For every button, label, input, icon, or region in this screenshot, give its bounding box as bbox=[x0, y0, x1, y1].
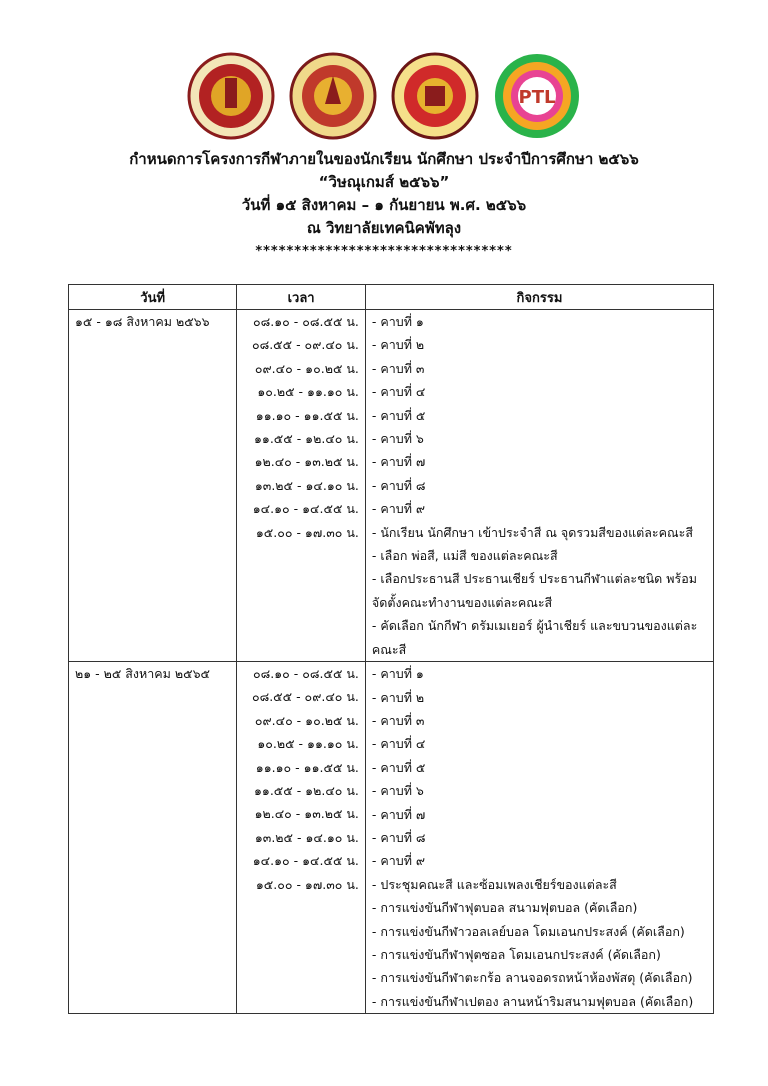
activity-item: - การแข่งขันกีฬาวอลเลย์บอล โดมเอนกประสงค์ (คัดเลือก) bbox=[371, 923, 685, 939]
event-name: “วิษณุเกมส์ ๒๕๖๖” bbox=[318, 173, 450, 191]
time-slot: ๑๔.๑๐ - ๑๔.๕๕ น. bbox=[252, 853, 359, 869]
activity-item: - คาบที่ ๒ bbox=[371, 689, 425, 705]
header-date: วันที่ bbox=[69, 285, 237, 310]
activity-item: - คาบที่ ๔ bbox=[371, 736, 426, 752]
activity-item: - คาบที่ ๘ bbox=[371, 829, 426, 845]
activity-item: - คาบที่ ๖ bbox=[371, 783, 424, 799]
time-slot: ๐๙.๔๐ - ๑๐.๒๕ น. bbox=[254, 360, 359, 376]
date-text: ๒๑ - ๒๕ สิงหาคม ๒๕๖๕ bbox=[75, 666, 210, 682]
activity-item: - คัดเลือก นักกีฬา ดรัมเมเยอร์ ผู้นำเชียร์ และขบวนของแต่ละคณะสี bbox=[371, 618, 698, 657]
activity-item: - ประชุมคณะสี และซ้อมเพลงเชียร์ของแต่ละสี bbox=[371, 876, 617, 892]
schedule-body bbox=[69, 310, 714, 1014]
activity-item: - เลือก พ่อสี, แม่สี ของแต่ละคณะสี bbox=[371, 548, 558, 564]
time-slot: ๐๘.๑๐ - ๐๘.๕๕ น. bbox=[252, 666, 359, 682]
time-slot: ๑๐.๒๕ - ๑๑.๑๐ น. bbox=[257, 736, 359, 752]
activity-item: - เลือกประธานสี ประธานเชียร์ ประธานกีฬาแต่ละชนิด พร้อมจัดตั้งคณะทำงานของแต่ละคณะสี bbox=[371, 571, 697, 610]
activity-item: - คาบที่ ๘ bbox=[371, 477, 426, 493]
table-header-row bbox=[69, 285, 714, 310]
date-text: ๑๕ - ๑๘ สิงหาคม ๒๕๖๖ bbox=[75, 314, 210, 329]
time-cell bbox=[237, 662, 366, 1014]
time-slot: ๑๑.๕๕ - ๑๒.๔๐ น. bbox=[253, 430, 359, 446]
college-seal bbox=[289, 52, 377, 140]
document-header bbox=[0, 148, 768, 263]
time-slot: ๑๓.๒๕ - ๑๔.๑๐ น. bbox=[254, 477, 359, 493]
activity-item: - คาบที่ ๕ bbox=[371, 407, 426, 423]
activity-item: - คาบที่ ๒ bbox=[371, 337, 425, 353]
activity-item: - คาบที่ ๑ bbox=[371, 314, 424, 329]
activity-item: - คาบที่ ๕ bbox=[371, 759, 426, 775]
activity-item: - การแข่งขันกีฬาฟุตบอล สนามฟุตบอล (คัดเลือก) bbox=[371, 900, 638, 916]
time-slot: ๑๕.๐๐ - ๑๗.๓๐ น. bbox=[255, 876, 359, 892]
vocational-education-seal bbox=[187, 52, 275, 140]
time-slot: ๑๑.๑๐ - ๑๑.๕๕ น. bbox=[255, 759, 359, 775]
time-slot: ๑๐.๒๕ - ๑๑.๑๐ น. bbox=[257, 384, 359, 400]
activity-item: - คาบที่ ๖ bbox=[371, 431, 424, 447]
schedule-table bbox=[68, 284, 714, 1014]
activity-item: - คาบที่ ๙ bbox=[371, 853, 426, 869]
activity-item: - คาบที่ ๓ bbox=[371, 360, 425, 376]
time-slot: ๑๔.๑๐ - ๑๔.๕๕ น. bbox=[252, 501, 359, 517]
activity-item: - การแข่งขันกีฬาฟุตซอล โดมเอนกประสงค์ (คัดเลือก) bbox=[371, 946, 661, 962]
svg-text:PTL: PTL bbox=[518, 87, 556, 108]
document-title: กำหนดการโครงการกีฬาภายในของนักเรียน นักศึกษา ประจำปีการศึกษา ๒๕๖๖ bbox=[129, 150, 639, 168]
ptl-logo bbox=[493, 52, 581, 140]
event-venue: ณ วิทยาลัยเทคนิคพัทลุง bbox=[306, 219, 462, 237]
separator-stars: ********************************* bbox=[255, 244, 513, 259]
activity-cell bbox=[365, 662, 713, 1014]
activity-cell bbox=[365, 310, 713, 662]
activity-item: - คาบที่ ๔ bbox=[371, 384, 426, 400]
time-slot: ๑๕.๐๐ - ๑๗.๓๐ น. bbox=[255, 524, 359, 540]
activity-item: - คาบที่ ๙ bbox=[371, 501, 426, 517]
time-slot: ๑๒.๔๐ - ๑๓.๒๕ น. bbox=[254, 454, 359, 470]
header-time: เวลา bbox=[237, 285, 366, 310]
header-activity: กิจกรรม bbox=[365, 285, 713, 310]
time-slot: ๐๘.๑๐ - ๐๘.๕๕ น. bbox=[252, 314, 359, 329]
time-slot: ๐๙.๔๐ - ๑๐.๒๕ น. bbox=[254, 712, 359, 728]
time-slot: ๑๓.๒๕ - ๑๔.๑๐ น. bbox=[254, 829, 359, 845]
event-dates: วันที่ ๑๕ สิงหาคม – ๑ กันยายน พ.ศ. ๒๕๖๖ bbox=[241, 196, 527, 214]
activity-item: - คาบที่ ๗ bbox=[371, 806, 426, 822]
activity-item: - คาบที่ ๓ bbox=[371, 712, 425, 728]
logo-row bbox=[0, 52, 768, 140]
activity-item: - การแข่งขันกีฬาตะกร้อ ลานจอดรถหน้าห้องพัสดุ (คัดเลือก) bbox=[371, 970, 693, 986]
table-row bbox=[69, 662, 714, 1014]
time-cell bbox=[237, 310, 366, 662]
time-slot: ๑๒.๔๐ - ๑๓.๒๕ น. bbox=[254, 806, 359, 822]
time-slot: ๑๑.๑๐ - ๑๑.๕๕ น. bbox=[255, 407, 359, 423]
activity-item: - คาบที่ ๑ bbox=[371, 666, 424, 682]
table-row bbox=[69, 310, 714, 662]
time-slot: ๑๑.๕๕ - ๑๒.๔๐ น. bbox=[253, 783, 359, 799]
date-cell bbox=[69, 662, 237, 1014]
association-seal bbox=[391, 52, 479, 140]
activity-item: - นักเรียน นักศึกษา เข้าประจำสี ณ จุดรวมสีของแต่ละคณะสี bbox=[371, 524, 693, 540]
date-cell bbox=[69, 310, 237, 662]
time-slot: ๐๘.๕๕ - ๐๙.๔๐ น. bbox=[251, 689, 359, 705]
activity-item: - คาบที่ ๗ bbox=[371, 454, 426, 470]
activity-item: - การแข่งขันกีฬาเปตอง ลานหน้าริมสนามฟุตบอล (คัดเลือก) bbox=[371, 993, 694, 1009]
time-slot: ๐๘.๕๕ - ๐๙.๔๐ น. bbox=[251, 337, 359, 353]
